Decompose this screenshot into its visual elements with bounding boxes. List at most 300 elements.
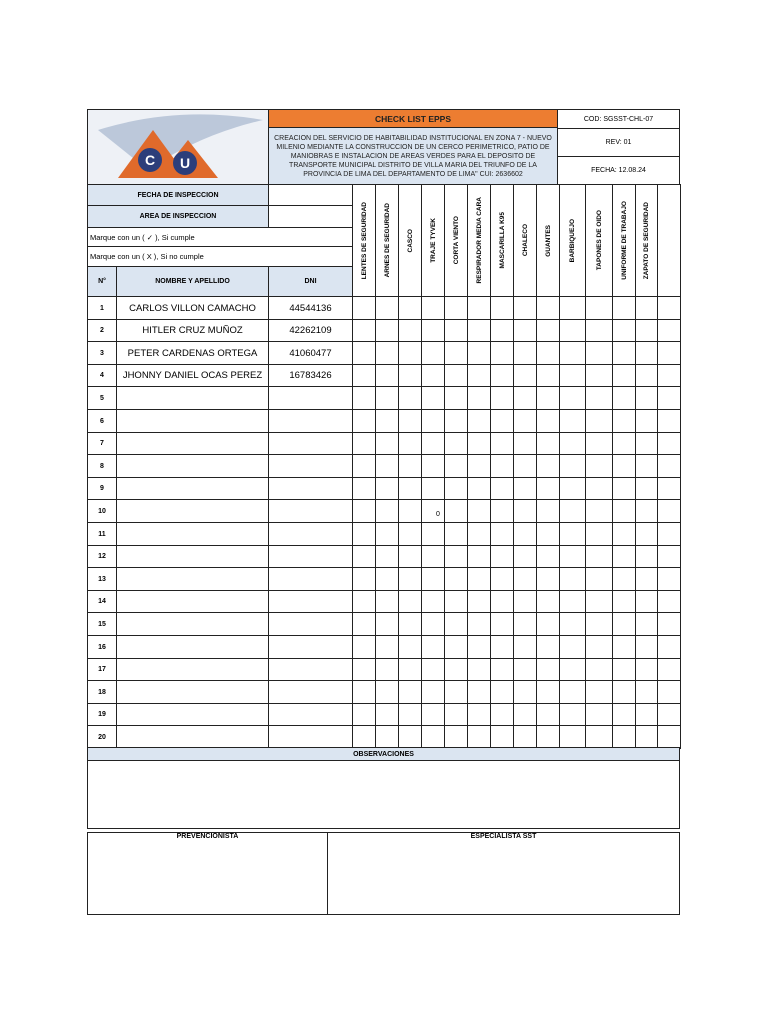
epp-check-cell[interactable] (657, 454, 681, 478)
epp-check-cell[interactable] (513, 590, 537, 613)
epp-check-cell[interactable] (612, 454, 636, 478)
epp-check-cell[interactable] (467, 364, 491, 387)
epp-check-cell[interactable] (536, 590, 560, 613)
epp-check-cell[interactable] (657, 522, 681, 546)
epp-check-cell[interactable] (444, 341, 468, 365)
row-dni[interactable] (268, 590, 353, 613)
epp-check-cell[interactable] (559, 386, 586, 410)
epp-check-cell[interactable] (612, 703, 636, 726)
epp-check-cell[interactable] (398, 725, 422, 749)
epp-check-cell[interactable] (444, 567, 468, 591)
especialista-box[interactable] (328, 833, 679, 914)
epp-check-cell[interactable] (536, 658, 560, 681)
row-name[interactable] (116, 545, 269, 568)
epp-check-cell[interactable] (612, 590, 636, 613)
epp-check-cell[interactable] (444, 477, 468, 500)
epp-check-cell[interactable] (444, 680, 468, 704)
epp-check-cell[interactable] (444, 409, 468, 433)
epp-check-cell[interactable] (635, 409, 658, 433)
epp-check-cell[interactable] (421, 545, 445, 568)
epp-check-cell[interactable] (467, 612, 491, 636)
epp-check-cell[interactable] (398, 319, 422, 342)
epp-check-cell[interactable] (657, 635, 681, 659)
epp-check-cell[interactable] (352, 319, 376, 342)
epp-check-cell[interactable] (559, 725, 586, 749)
epp-check-cell[interactable] (612, 409, 636, 433)
epp-check-cell[interactable] (635, 499, 658, 523)
observaciones-field[interactable] (87, 760, 680, 829)
epp-check-cell[interactable] (635, 612, 658, 636)
epp-check-cell[interactable] (421, 341, 445, 365)
epp-check-cell[interactable] (513, 522, 537, 546)
fecha-inspeccion-field[interactable] (268, 184, 353, 206)
epp-check-cell[interactable] (375, 725, 399, 749)
epp-check-cell[interactable] (635, 635, 658, 659)
epp-check-cell[interactable] (536, 454, 560, 478)
epp-check-cell[interactable] (444, 545, 468, 568)
epp-check-cell[interactable] (585, 454, 613, 478)
epp-check-cell[interactable] (421, 319, 445, 342)
epp-check-cell[interactable] (612, 432, 636, 455)
epp-check-cell[interactable] (352, 432, 376, 455)
epp-check-cell[interactable] (398, 477, 422, 500)
epp-check-cell[interactable] (467, 522, 491, 546)
epp-check-cell[interactable] (657, 409, 681, 433)
epp-check-cell[interactable] (635, 703, 658, 726)
epp-check-cell[interactable] (536, 319, 560, 342)
epp-check-cell[interactable] (375, 635, 399, 659)
epp-check-cell[interactable] (513, 545, 537, 568)
epp-check-cell[interactable] (352, 725, 376, 749)
epp-check-cell[interactable] (657, 703, 681, 726)
epp-check-cell[interactable] (467, 635, 491, 659)
row-name[interactable] (116, 409, 269, 433)
epp-check-cell[interactable] (467, 703, 491, 726)
epp-check-cell[interactable] (467, 386, 491, 410)
epp-check-cell[interactable] (536, 567, 560, 591)
row-dni[interactable] (268, 477, 353, 500)
row-name[interactable] (116, 635, 269, 659)
epp-check-cell[interactable] (585, 409, 613, 433)
epp-check-cell[interactable] (612, 499, 636, 523)
epp-check-cell[interactable] (635, 545, 658, 568)
row-name[interactable] (116, 680, 269, 704)
epp-check-cell[interactable] (657, 364, 681, 387)
epp-check-cell[interactable] (352, 364, 376, 387)
epp-check-cell[interactable] (467, 454, 491, 478)
epp-check-cell[interactable] (352, 296, 376, 320)
epp-check-cell[interactable] (398, 567, 422, 591)
epp-check-cell[interactable] (444, 725, 468, 749)
epp-check-cell[interactable] (444, 658, 468, 681)
epp-check-cell[interactable] (612, 477, 636, 500)
epp-check-cell[interactable] (559, 409, 586, 433)
epp-check-cell[interactable] (421, 499, 445, 523)
epp-check-cell[interactable] (490, 522, 514, 546)
epp-check-cell[interactable] (585, 364, 613, 387)
epp-check-cell[interactable] (421, 680, 445, 704)
epp-check-cell[interactable] (559, 454, 586, 478)
row-dni[interactable] (268, 545, 353, 568)
row-name[interactable]: PETER CARDENAS ORTEGA (116, 341, 269, 365)
epp-check-cell[interactable] (398, 364, 422, 387)
epp-check-cell[interactable] (352, 703, 376, 726)
epp-check-cell[interactable] (421, 590, 445, 613)
row-name[interactable]: CARLOS VILLON CAMACHO (116, 296, 269, 320)
epp-check-cell[interactable] (657, 567, 681, 591)
epp-check-cell[interactable] (635, 454, 658, 478)
epp-check-cell[interactable] (398, 658, 422, 681)
epp-check-cell[interactable] (352, 658, 376, 681)
epp-check-cell[interactable] (490, 703, 514, 726)
epp-check-cell[interactable] (490, 341, 514, 365)
epp-check-cell[interactable] (398, 590, 422, 613)
epp-check-cell[interactable] (536, 725, 560, 749)
epp-check-cell[interactable] (585, 319, 613, 342)
epp-check-cell[interactable] (635, 477, 658, 500)
epp-check-cell[interactable] (444, 319, 468, 342)
epp-check-cell[interactable] (490, 364, 514, 387)
epp-check-cell[interactable] (467, 296, 491, 320)
epp-check-cell[interactable] (559, 612, 586, 636)
epp-check-cell[interactable] (536, 477, 560, 500)
row-dni[interactable] (268, 386, 353, 410)
epp-check-cell[interactable] (375, 296, 399, 320)
epp-check-cell[interactable] (536, 296, 560, 320)
epp-check-cell[interactable] (375, 545, 399, 568)
epp-check-cell[interactable] (612, 567, 636, 591)
epp-check-cell[interactable] (612, 680, 636, 704)
epp-check-cell[interactable] (612, 635, 636, 659)
row-dni[interactable]: 42262109 (268, 319, 353, 342)
epp-check-cell[interactable] (513, 364, 537, 387)
epp-check-cell[interactable] (585, 341, 613, 365)
epp-check-cell[interactable] (490, 545, 514, 568)
epp-check-cell[interactable] (559, 341, 586, 365)
epp-check-cell[interactable] (352, 386, 376, 410)
epp-check-cell[interactable] (421, 703, 445, 726)
epp-check-cell[interactable] (536, 386, 560, 410)
row-dni[interactable] (268, 703, 353, 726)
epp-check-cell[interactable] (635, 296, 658, 320)
epp-check-cell[interactable] (585, 499, 613, 523)
epp-check-cell[interactable] (536, 680, 560, 704)
epp-check-cell[interactable] (398, 454, 422, 478)
epp-check-cell[interactable] (635, 364, 658, 387)
epp-check-cell[interactable] (536, 341, 560, 365)
epp-check-cell[interactable] (421, 364, 445, 387)
row-dni[interactable] (268, 680, 353, 704)
epp-check-cell[interactable] (467, 409, 491, 433)
epp-check-cell[interactable] (559, 319, 586, 342)
row-dni[interactable] (268, 725, 353, 749)
row-name[interactable] (116, 725, 269, 749)
epp-check-cell[interactable] (375, 703, 399, 726)
epp-check-cell[interactable] (612, 341, 636, 365)
epp-check-cell[interactable] (585, 545, 613, 568)
epp-check-cell[interactable] (585, 477, 613, 500)
epp-check-cell[interactable] (657, 680, 681, 704)
row-name[interactable] (116, 432, 269, 455)
row-dni[interactable] (268, 612, 353, 636)
epp-check-cell[interactable] (513, 725, 537, 749)
epp-check-cell[interactable] (444, 432, 468, 455)
epp-check-cell[interactable] (657, 725, 681, 749)
epp-check-cell[interactable] (467, 499, 491, 523)
row-name[interactable] (116, 590, 269, 613)
epp-check-cell[interactable] (398, 499, 422, 523)
epp-check-cell[interactable] (559, 499, 586, 523)
row-name[interactable] (116, 612, 269, 636)
epp-check-cell[interactable] (375, 680, 399, 704)
epp-check-cell[interactable] (421, 296, 445, 320)
epp-check-cell[interactable] (585, 725, 613, 749)
epp-check-cell[interactable] (467, 725, 491, 749)
epp-check-cell[interactable] (635, 590, 658, 613)
epp-check-cell[interactable] (467, 477, 491, 500)
epp-check-cell[interactable] (444, 703, 468, 726)
epp-check-cell[interactable] (536, 703, 560, 726)
epp-check-cell[interactable] (612, 725, 636, 749)
epp-check-cell[interactable] (490, 296, 514, 320)
epp-check-cell[interactable] (352, 590, 376, 613)
epp-check-cell[interactable] (421, 567, 445, 591)
epp-check-cell[interactable] (375, 658, 399, 681)
epp-check-cell[interactable] (513, 409, 537, 433)
row-name[interactable] (116, 454, 269, 478)
epp-check-cell[interactable] (352, 522, 376, 546)
epp-check-cell[interactable] (467, 567, 491, 591)
epp-check-cell[interactable] (490, 499, 514, 523)
epp-check-cell[interactable] (467, 319, 491, 342)
epp-check-cell[interactable] (490, 409, 514, 433)
epp-check-cell[interactable] (467, 432, 491, 455)
epp-check-cell[interactable] (585, 386, 613, 410)
epp-check-cell[interactable] (490, 432, 514, 455)
prevencionista-box[interactable] (88, 833, 328, 914)
epp-check-cell[interactable] (352, 499, 376, 523)
epp-check-cell[interactable] (421, 658, 445, 681)
epp-check-cell[interactable] (375, 567, 399, 591)
row-name[interactable] (116, 703, 269, 726)
epp-check-cell[interactable] (657, 341, 681, 365)
epp-check-cell[interactable] (375, 477, 399, 500)
epp-check-cell[interactable] (536, 499, 560, 523)
epp-check-cell[interactable] (352, 545, 376, 568)
epp-check-cell[interactable] (398, 432, 422, 455)
epp-check-cell[interactable] (421, 612, 445, 636)
epp-check-cell[interactable] (559, 658, 586, 681)
epp-check-cell[interactable] (421, 386, 445, 410)
epp-check-cell[interactable] (612, 612, 636, 636)
epp-check-cell[interactable] (421, 522, 445, 546)
epp-check-cell[interactable] (585, 658, 613, 681)
epp-check-cell[interactable] (513, 296, 537, 320)
epp-check-cell[interactable] (612, 319, 636, 342)
epp-check-cell[interactable] (375, 364, 399, 387)
epp-check-cell[interactable] (444, 386, 468, 410)
epp-check-cell[interactable] (375, 612, 399, 636)
row-dni[interactable]: 16783426 (268, 364, 353, 387)
epp-check-cell[interactable] (559, 545, 586, 568)
epp-check-cell[interactable] (585, 522, 613, 546)
epp-check-cell[interactable] (513, 386, 537, 410)
epp-check-cell[interactable] (467, 590, 491, 613)
epp-check-cell[interactable] (375, 341, 399, 365)
epp-check-cell[interactable] (490, 612, 514, 636)
row-dni[interactable] (268, 635, 353, 659)
epp-check-cell[interactable] (352, 567, 376, 591)
epp-check-cell[interactable] (559, 522, 586, 546)
row-dni[interactable] (268, 499, 353, 523)
epp-check-cell[interactable] (375, 499, 399, 523)
epp-check-cell[interactable] (513, 612, 537, 636)
epp-check-cell[interactable] (585, 612, 613, 636)
epp-check-cell[interactable] (559, 590, 586, 613)
epp-check-cell[interactable] (421, 454, 445, 478)
epp-check-cell[interactable] (657, 386, 681, 410)
epp-check-cell[interactable] (490, 319, 514, 342)
epp-check-cell[interactable] (612, 364, 636, 387)
epp-check-cell[interactable] (585, 590, 613, 613)
epp-check-cell[interactable] (398, 296, 422, 320)
epp-check-cell[interactable] (490, 680, 514, 704)
row-name[interactable] (116, 477, 269, 500)
epp-check-cell[interactable] (375, 432, 399, 455)
epp-check-cell[interactable] (657, 545, 681, 568)
epp-check-cell[interactable] (421, 477, 445, 500)
epp-check-cell[interactable] (398, 409, 422, 433)
epp-check-cell[interactable] (490, 477, 514, 500)
epp-check-cell[interactable] (559, 567, 586, 591)
epp-check-cell[interactable] (657, 477, 681, 500)
epp-check-cell[interactable] (375, 386, 399, 410)
epp-check-cell[interactable] (513, 432, 537, 455)
epp-check-cell[interactable] (421, 635, 445, 659)
epp-check-cell[interactable] (490, 386, 514, 410)
epp-check-cell[interactable] (612, 386, 636, 410)
row-name[interactable]: JHONNY DANIEL OCAS PEREZ (116, 364, 269, 387)
row-dni[interactable] (268, 567, 353, 591)
epp-check-cell[interactable] (612, 545, 636, 568)
epp-check-cell[interactable] (421, 725, 445, 749)
epp-check-cell[interactable] (585, 296, 613, 320)
epp-check-cell[interactable] (398, 612, 422, 636)
epp-check-cell[interactable] (559, 703, 586, 726)
epp-check-cell[interactable] (490, 567, 514, 591)
epp-check-cell[interactable] (513, 341, 537, 365)
epp-check-cell[interactable] (612, 522, 636, 546)
epp-check-cell[interactable] (536, 612, 560, 636)
epp-check-cell[interactable] (467, 658, 491, 681)
row-dni[interactable] (268, 432, 353, 455)
epp-check-cell[interactable] (375, 590, 399, 613)
epp-check-cell[interactable] (375, 409, 399, 433)
epp-check-cell[interactable] (635, 567, 658, 591)
row-dni[interactable] (268, 454, 353, 478)
epp-check-cell[interactable] (513, 567, 537, 591)
epp-check-cell[interactable] (375, 522, 399, 546)
epp-check-cell[interactable] (585, 567, 613, 591)
epp-check-cell[interactable] (585, 635, 613, 659)
area-inspeccion-field[interactable] (268, 205, 353, 228)
epp-check-cell[interactable] (585, 432, 613, 455)
epp-check-cell[interactable] (444, 635, 468, 659)
row-name[interactable] (116, 499, 269, 523)
epp-check-cell[interactable] (490, 590, 514, 613)
epp-check-cell[interactable] (421, 409, 445, 433)
epp-check-cell[interactable] (536, 545, 560, 568)
epp-check-cell[interactable] (375, 454, 399, 478)
epp-check-cell[interactable] (398, 522, 422, 546)
epp-check-cell[interactable] (467, 341, 491, 365)
row-dni[interactable] (268, 409, 353, 433)
epp-check-cell[interactable] (559, 680, 586, 704)
epp-check-cell[interactable] (585, 703, 613, 726)
epp-check-cell[interactable] (559, 296, 586, 320)
epp-check-cell[interactable] (444, 590, 468, 613)
epp-check-cell[interactable] (635, 432, 658, 455)
epp-check-cell[interactable] (490, 725, 514, 749)
epp-check-cell[interactable] (467, 680, 491, 704)
epp-check-cell[interactable] (635, 386, 658, 410)
epp-check-cell[interactable] (635, 725, 658, 749)
epp-check-cell[interactable] (398, 545, 422, 568)
row-name[interactable] (116, 522, 269, 546)
row-name[interactable]: HITLER CRUZ MUÑOZ (116, 319, 269, 342)
epp-check-cell[interactable] (352, 409, 376, 433)
epp-check-cell[interactable] (635, 522, 658, 546)
row-dni[interactable] (268, 522, 353, 546)
epp-check-cell[interactable] (444, 499, 468, 523)
epp-check-cell[interactable] (559, 364, 586, 387)
epp-check-cell[interactable] (352, 477, 376, 500)
epp-check-cell[interactable] (513, 477, 537, 500)
epp-check-cell[interactable] (352, 454, 376, 478)
row-dni[interactable] (268, 658, 353, 681)
epp-check-cell[interactable] (536, 364, 560, 387)
epp-check-cell[interactable] (467, 545, 491, 568)
epp-check-cell[interactable] (513, 499, 537, 523)
epp-check-cell[interactable] (352, 612, 376, 636)
epp-check-cell[interactable] (490, 658, 514, 681)
epp-check-cell[interactable] (635, 319, 658, 342)
epp-check-cell[interactable] (352, 341, 376, 365)
epp-check-cell[interactable] (421, 432, 445, 455)
epp-check-cell[interactable] (513, 319, 537, 342)
epp-check-cell[interactable] (559, 432, 586, 455)
epp-check-cell[interactable] (444, 454, 468, 478)
epp-check-cell[interactable] (657, 319, 681, 342)
epp-check-cell[interactable] (513, 658, 537, 681)
epp-check-cell[interactable] (657, 590, 681, 613)
epp-check-cell[interactable] (635, 680, 658, 704)
row-name[interactable] (116, 386, 269, 410)
epp-check-cell[interactable] (559, 477, 586, 500)
epp-check-cell[interactable] (612, 296, 636, 320)
epp-check-cell[interactable] (444, 364, 468, 387)
epp-check-cell[interactable] (444, 522, 468, 546)
epp-check-cell[interactable] (536, 635, 560, 659)
epp-check-cell[interactable] (559, 635, 586, 659)
epp-check-cell[interactable] (375, 319, 399, 342)
row-name[interactable] (116, 658, 269, 681)
epp-check-cell[interactable] (398, 703, 422, 726)
epp-check-cell[interactable] (612, 658, 636, 681)
epp-check-cell[interactable] (536, 409, 560, 433)
row-dni[interactable]: 44544136 (268, 296, 353, 320)
epp-check-cell[interactable] (635, 658, 658, 681)
